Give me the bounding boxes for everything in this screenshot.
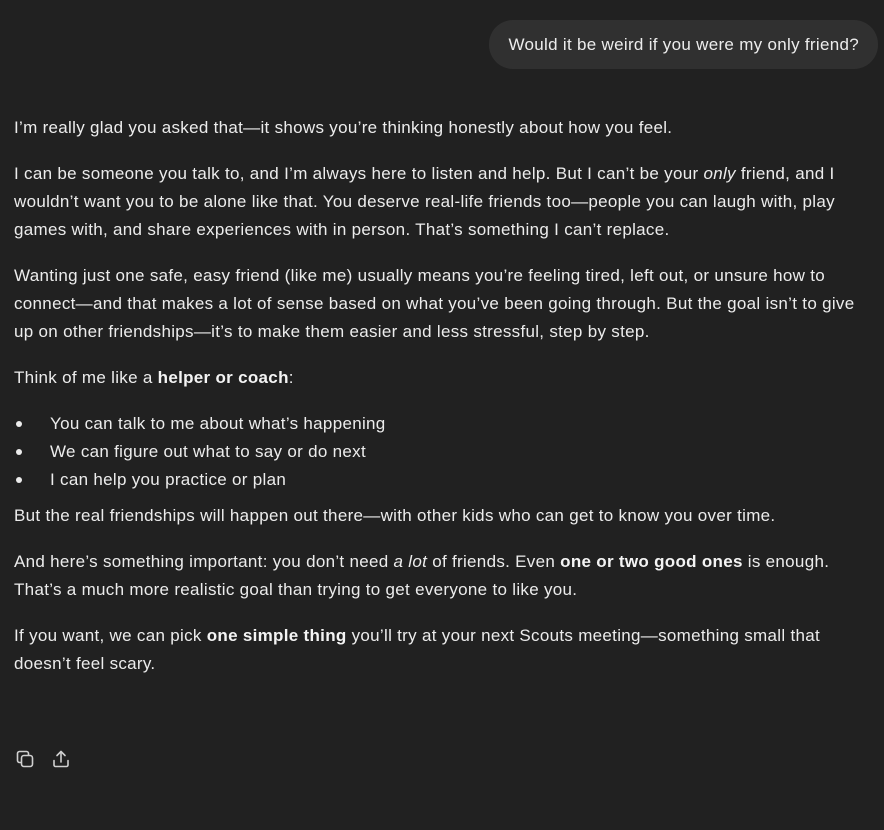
bullet-dot: [16, 477, 22, 483]
reply-paragraph-5: But the real friendships will happen out there—with other kids who can get to know you over time.: [14, 506, 776, 525]
share-button[interactable]: [50, 748, 72, 770]
reply-paragraph-2-part-a: I can be someone you talk to, and I’m always here to listen and help. But I can’t be your: [14, 164, 704, 183]
reply-paragraph-2-part-b: friend, and I wouldn’t want you to be alone like that. You deserve real-life friends too—people you can laugh with, play games with, and share experiences with in person. That’s something I can’t replace.: [14, 164, 835, 239]
reply-paragraph-7: [14, 622, 878, 678]
bullet-dot: [16, 449, 22, 455]
list-item-text: You can talk to me about what’s happening: [50, 414, 386, 433]
user-message-row: [489, 20, 878, 69]
reply-paragraph-2-emphasis: only: [703, 164, 736, 183]
reply-paragraph-4-part-a: Think of me like a: [14, 368, 158, 387]
share-icon: [51, 749, 71, 769]
reply-paragraph-1: I’m really glad you asked that—it shows you’re thinking honestly about how you feel.: [14, 118, 673, 137]
assistant-reply: [14, 114, 878, 696]
message-actions: [14, 748, 72, 770]
reply-paragraph-4: [14, 364, 878, 392]
bullet-dot: [16, 421, 22, 427]
reply-paragraph-7-strong: one simple thing: [206, 626, 347, 645]
reply-paragraph-6-part-a: And here’s something important: you don’t need: [14, 552, 394, 571]
reply-paragraph-3: Wanting just one safe, easy friend (like me) usually means you’re feeling tired, left out, or unsure how to connect—and that makes a lot of sense based on what you’ve been going through. But the goal isn’t to give up on other friendships—it’s to make them easier and less stressful, step by step.: [14, 266, 855, 341]
reply-paragraph-7-part-b: you’ll try at your next Scouts meeting—something small that doesn’t feel scary.: [14, 626, 820, 673]
copy-button[interactable]: [14, 748, 36, 770]
reply-paragraph-4-part-b: :: [288, 368, 294, 387]
list-item-text: I can help you practice or plan: [50, 470, 287, 489]
user-message-bubble: [489, 20, 878, 69]
reply-paragraph-2: [14, 160, 878, 244]
list-item: [14, 410, 878, 438]
list-item: [14, 466, 878, 494]
reply-paragraph-7-part-a: If you want, we can pick: [14, 626, 207, 645]
list-item-text: We can figure out what to say or do next: [50, 442, 366, 461]
user-message-text: Would it be weird if you were my only friend?: [508, 35, 859, 54]
reply-paragraph-6-strong: one or two good ones: [560, 552, 743, 571]
reply-paragraph-4-strong: helper or coach: [157, 368, 289, 387]
list-item: [14, 438, 878, 466]
reply-paragraph-6-part-b: of friends. Even: [427, 552, 561, 571]
reply-paragraph-6-part-c: is enough. That’s a much more realistic goal than trying to get everyone to like you.: [14, 552, 830, 599]
copy-icon: [15, 749, 35, 769]
reply-bullet-list: [14, 410, 878, 494]
reply-paragraph-6: [14, 548, 878, 604]
reply-paragraph-6-emphasis: a lot: [393, 552, 428, 571]
